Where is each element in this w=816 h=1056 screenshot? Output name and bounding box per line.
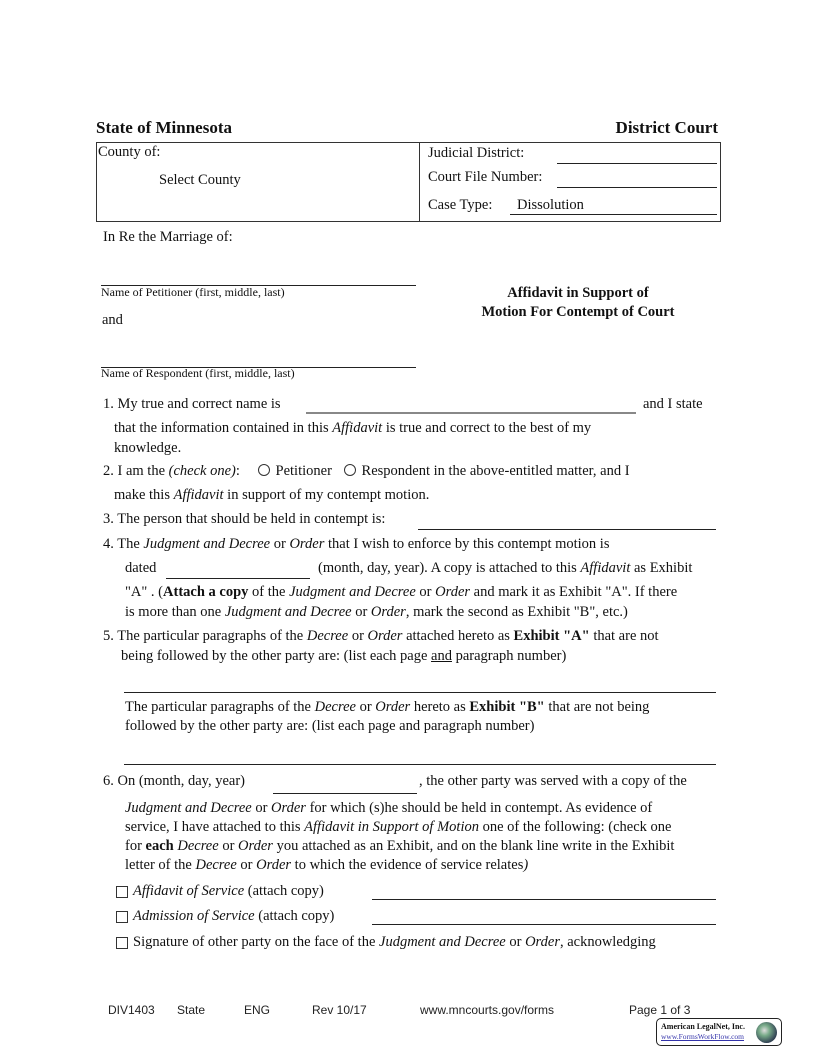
american-legalnet-logo[interactable] [656, 1018, 782, 1046]
item4-line1: 4. The Judgment and Decree or Order that I wish to enforce by this contempt motion is [103, 536, 610, 552]
footer-lang: ENG [244, 1003, 271, 1017]
signature-other-party-checkbox[interactable] [116, 937, 128, 949]
admission-of-service-exhibit-field[interactable] [372, 924, 716, 925]
county-select[interactable]: Select County [159, 172, 241, 188]
item4-dated: dated [125, 560, 157, 576]
item3-text: 3. The person that should be held in contempt is: [103, 511, 386, 527]
admission-of-service-label: Admission of Service (attach copy) [133, 908, 335, 924]
footer-state: State [177, 1003, 206, 1017]
judicial-district-label: Judicial District: [428, 145, 525, 161]
affidavit-of-service-label: Affidavit of Service (attach copy) [133, 883, 324, 899]
admission-of-service-checkbox[interactable] [116, 911, 128, 923]
exhibit-b-paragraphs-field[interactable] [124, 764, 716, 765]
footer-rev: Rev 10/17 [312, 1003, 367, 1017]
item5-line1: 5. The particular paragraphs of the Decree or Order attached hereto as Exhibit "A" that are not [103, 628, 659, 644]
item1-text: 1. My true and correct name is [103, 396, 281, 412]
item1-line3: knowledge. [114, 440, 182, 456]
item6-line3: service, I have attached to this Affidavit in Support of Motion one of the following: (check one [125, 819, 672, 835]
in-re-label: In Re the Marriage of: [103, 229, 233, 245]
item6-text-b: , the other party was served with a copy of the [419, 773, 687, 789]
affidavit-of-service-checkbox[interactable] [116, 886, 128, 898]
true-name-field[interactable] [306, 412, 636, 414]
petitioner-radio[interactable] [258, 464, 270, 476]
and-label: and [102, 312, 123, 328]
signature-other-party-label: Signature of other party on the face of the Judgment and Decree or Order, acknowledging [133, 934, 656, 950]
item6-line2: Judgment and Decree or Order for which (s)he should be held in contempt. As evidence of [125, 800, 653, 816]
service-date-field[interactable] [273, 793, 417, 794]
case-type-field [510, 214, 717, 215]
judicial-district-field[interactable] [557, 163, 717, 164]
item5-line2: being followed by the other party are: (list each page and paragraph number) [121, 648, 567, 664]
item1-text-b: and I state [643, 396, 703, 412]
logo-company: American LegalNet, Inc. [661, 1022, 745, 1031]
document-title-line2: Motion For Contempt of Court [481, 304, 675, 320]
court-file-number-label: Court File Number: [428, 169, 543, 185]
logo-url[interactable]: www.FormsWorkFlow.com [661, 1032, 745, 1041]
respondent-label: Name of Respondent (first, middle, last) [101, 366, 295, 380]
item5-line3: The particular paragraphs of the Decree or Order hereto as Exhibit "B" that are not being [125, 699, 650, 715]
item6-line4: for each Decree or Order you attached as an Exhibit, and on the blank line write in the Exhibit [125, 838, 675, 854]
item5-line4: followed by the other party are: (list each page and paragraph number) [125, 718, 535, 734]
item1-line2: that the information contained in this Affidavit is true and correct to the best of my [114, 420, 592, 436]
respondent-radio[interactable] [344, 464, 356, 476]
state-title: State of Minnesota [96, 118, 232, 137]
item4-line3: "A" . (Attach a copy of the Judgment and Decree or Order and mark it as Exhibit "A". If there [125, 584, 678, 600]
item4-line2: (month, day, year). A copy is attached to this Affidavit as Exhibit [318, 560, 693, 576]
item2-line2: make this Affidavit in support of my contempt motion. [114, 487, 430, 503]
order-date-field[interactable] [166, 578, 310, 579]
item2-line1: 2. I am the (check one): Petitioner Respondent in the above-entitled matter, and I [103, 463, 630, 479]
footer-page: Page 1 of 3 [629, 1003, 691, 1017]
item4-line4: is more than one Judgment and Decree or Order, mark the second as Exhibit "B", etc.) [125, 604, 628, 620]
affidavit-of-service-exhibit-field[interactable] [372, 899, 716, 900]
header-divider [419, 143, 420, 221]
exhibit-a-paragraphs-field[interactable] [124, 692, 716, 693]
case-type-value[interactable]: Dissolution [517, 197, 584, 213]
item6-line5: letter of the Decree or Order to which the evidence of service relates) [125, 857, 529, 873]
globe-icon [756, 1022, 777, 1043]
case-type-label: Case Type: [428, 197, 493, 213]
county-label: County of: [98, 144, 161, 160]
court-title: District Court [615, 118, 718, 137]
footer-url[interactable]: www.mncourts.gov/forms [420, 1003, 555, 1017]
court-file-number-field[interactable] [557, 187, 717, 188]
footer-form-id: DIV1403 [108, 1003, 155, 1017]
document-title-line1: Affidavit in Support of [507, 285, 649, 301]
petitioner-label: Name of Petitioner (first, middle, last) [101, 285, 285, 299]
contempt-person-field[interactable] [418, 529, 716, 530]
item6-text: 6. On (month, day, year) [103, 773, 246, 789]
